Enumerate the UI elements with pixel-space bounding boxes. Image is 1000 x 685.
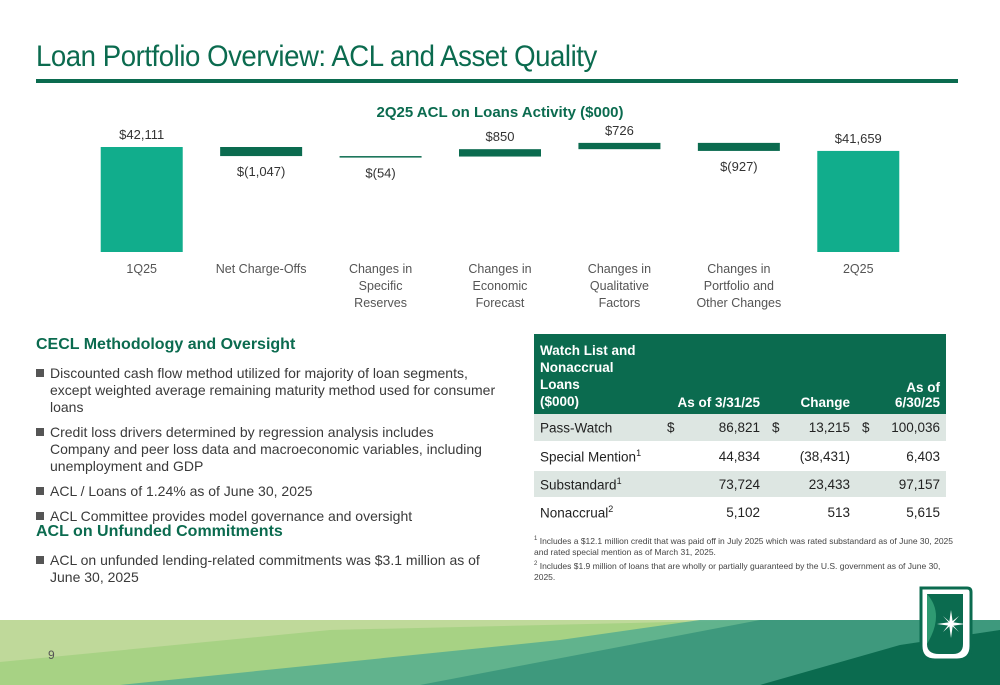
table-row: Nonaccrual$^2$ 5,102 513 5,615 (534, 498, 946, 526)
category-label-5: Changes in (707, 262, 771, 276)
bar-5 (698, 143, 780, 151)
data-label-5: $(927) (720, 158, 758, 174)
data-label-3: $850 (485, 129, 515, 145)
category-label-5: Portfolio and (703, 279, 774, 293)
acl-activity-chart (0, 95, 1000, 320)
table-header-row (534, 334, 946, 414)
table-header-label: Watch List and Nonaccrual Loans ($000) (534, 334, 661, 414)
cecl-bullet-3: ACL / Loans of 1.24% as of June 30, 2025 (36, 483, 496, 500)
bullet-square-icon (36, 487, 44, 495)
cecl-bullet-2: Credit loss drivers determined by regression analysis includes Company and peer loss data and macroeconomic variables, including unemployment and GDP (36, 424, 496, 475)
bullet-square-icon (36, 428, 44, 436)
page-number: 9 (48, 648, 55, 662)
cecl-bullet-1: Discounted cash flow method utilized for majority of loan segments, except weighted average remaining maturity method used for consumer loans (36, 365, 496, 416)
bullet-square-icon (36, 512, 44, 520)
data-label-6: $41,659 (834, 130, 882, 146)
category-label-0: 1Q25 (126, 262, 158, 276)
bar-2 (340, 156, 422, 158)
unfunded-bullets (36, 552, 496, 594)
watch-list-table (534, 334, 946, 527)
category-label-4: Changes in (587, 262, 652, 276)
bar-4 (578, 143, 660, 149)
category-label-2: Changes in (348, 262, 413, 276)
unfunded-heading: ACL on Unfunded Commitments (36, 523, 283, 540)
data-label-4: $726 (604, 122, 634, 138)
footnotes (534, 534, 954, 584)
category-label-6: 2Q25 (842, 262, 874, 276)
footnote-1: $^1$ Includes a $12.1 million credit that was paid off in July 2025 which was rated substandard as of June 30, 2025 and rated special mention as of March 31, 2025. (534, 535, 954, 557)
category-label-3: Forecast (475, 296, 525, 310)
table-header-curr: As of 6/30/25 (856, 334, 946, 414)
category-label-4: Qualitative (589, 279, 649, 293)
footer-decoration (0, 600, 1000, 685)
data-label-1: $(1,047) (236, 164, 286, 180)
page-title: Loan Portfolio Overview: ACL and Asset Quality (36, 40, 597, 73)
category-label-2: Specific (358, 279, 403, 293)
category-label-1: Net Charge-Offs (215, 262, 307, 276)
table-row: Special Mention$^1$ 44,834 (38,431) 6,403 (534, 442, 946, 470)
bullet-square-icon (36, 556, 44, 564)
category-label-5: Other Changes (696, 296, 782, 310)
bullet-square-icon (36, 369, 44, 377)
category-label-2: Reserves (354, 296, 407, 310)
category-label-3: Changes in (468, 262, 532, 276)
bar-3 (459, 149, 541, 156)
data-label-2: $(54) (365, 165, 396, 181)
table-header-change: Change (766, 334, 856, 414)
table-row: Substandard$^1$ 73,724 23,433 97,157 (534, 470, 946, 498)
cecl-bullet-4: ACL Committee provides model governance and oversight (36, 508, 496, 525)
chart-title: 2Q25 ACL on Loans Activity ($000) (376, 104, 624, 121)
cecl-heading: CECL Methodology and Oversight (36, 336, 296, 353)
bar-6 (817, 151, 899, 252)
bar-0 (101, 147, 183, 252)
category-label-3: Economic (472, 279, 528, 293)
bar-1 (220, 147, 302, 156)
company-logo (915, 584, 975, 664)
cecl-bullets (36, 365, 496, 533)
title-rule (36, 79, 958, 83)
table-row: Pass-Watch $ 86,821 $ 13,215 $ 100,036 (534, 414, 946, 442)
footnote-2: $^2$ Includes $1.9 million of loans that are wholly or partially guaranteed by the U.S. government as of June 30, 2025. (534, 560, 941, 582)
data-label-0: $42,111 (119, 127, 165, 142)
category-label-4: Factors (598, 296, 641, 310)
table-header-prev: As of 3/31/25 (661, 334, 766, 414)
unfunded-bullet-1: ACL on unfunded lending-related commitments was $3.1 million as of June 30, 2025 (36, 552, 496, 586)
